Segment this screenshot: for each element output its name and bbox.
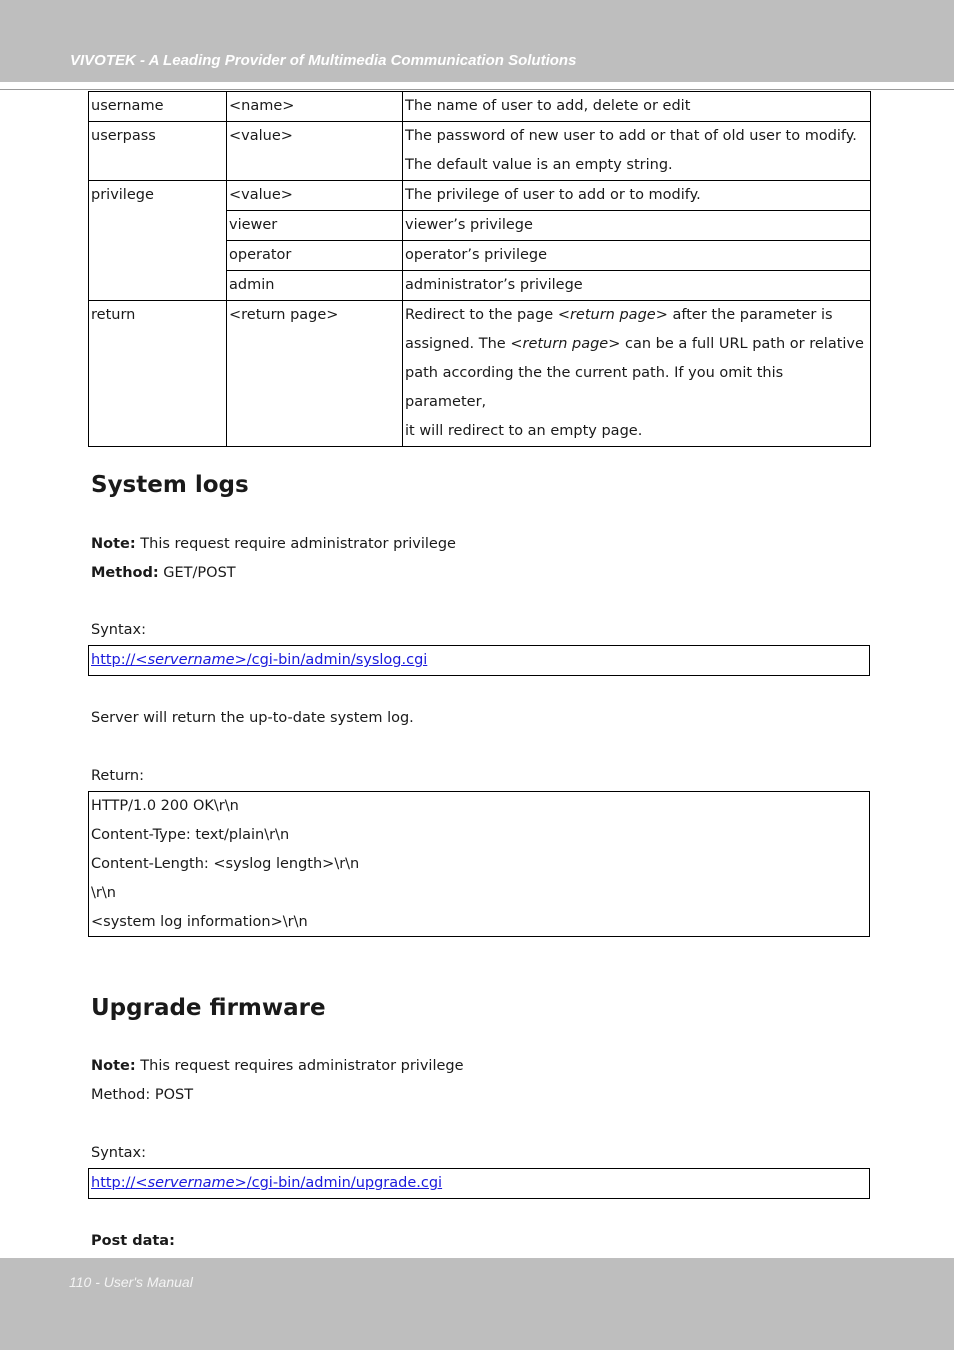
- post-data-label: Post data:: [91, 1233, 175, 1249]
- param-description: The name of user to add, delete or edit: [403, 92, 871, 122]
- param-name: username: [89, 92, 227, 122]
- system-logs-return-box: [88, 791, 870, 937]
- param-description: [403, 122, 871, 181]
- system-logs-syntax-label: Syntax:: [91, 622, 147, 638]
- description-line: Redirect to the page <return page> after the parameter is: [405, 307, 833, 323]
- table-row: [89, 122, 871, 181]
- description-line: assigned. The <return page> can be a full URL path or relative: [405, 336, 864, 352]
- table-row: [89, 181, 871, 211]
- system-logs-note: Note: This request require administrator privilege: [91, 536, 456, 552]
- description-line: The password of new user to add or that of old user to modify.: [405, 128, 857, 144]
- return-line: <system log information>\r\n: [91, 914, 308, 930]
- page-footer: [0, 1258, 954, 1350]
- return-line: Content-Length: <syslog length>\r\n: [91, 856, 360, 872]
- system-logs-syntax-box: [88, 645, 870, 676]
- return-line: HTTP/1.0 200 OK\r\n: [91, 798, 239, 814]
- param-description: The privilege of user to add or to modify.: [403, 181, 871, 211]
- upgrade-syntax-box: [88, 1168, 870, 1199]
- param-name: privilege: [89, 181, 227, 301]
- parameter-table: [88, 91, 871, 447]
- system-logs-return-label: Return:: [91, 768, 145, 784]
- description-line: path according the the current path. If you omit this parameter,: [405, 365, 784, 410]
- system-logs-method: Method: GET/POST: [91, 565, 236, 581]
- return-line: \r\n: [91, 885, 116, 901]
- footer-page-label: 110 - User's Manual: [69, 1274, 193, 1290]
- param-description: viewer’s privilege: [403, 211, 871, 241]
- param-description: [403, 301, 871, 447]
- header-title: VIVOTEK - A Leading Provider of Multimedia Communication Solutions: [70, 52, 577, 69]
- param-description: administrator’s privilege: [403, 271, 871, 301]
- param-value: admin: [227, 271, 403, 301]
- param-description: operator’s privilege: [403, 241, 871, 271]
- return-line: Content-Type: text/plain\r\n: [91, 827, 290, 843]
- system-logs-description: Server will return the up-to-date system log.: [91, 710, 414, 726]
- param-name: return: [89, 301, 227, 447]
- upgrade-url-link[interactable]: http://<servername>/cgi-bin/admin/upgrade.cgi: [91, 1175, 443, 1191]
- syslog-url-link[interactable]: http://<servername>/cgi-bin/admin/syslog.cgi: [91, 652, 428, 668]
- table-row: [89, 92, 871, 122]
- param-value: <name>: [227, 92, 403, 122]
- page-header: [0, 0, 954, 82]
- section-heading-upgrade-firmware: Upgrade firmware: [91, 995, 326, 1021]
- upgrade-syntax-label: Syntax:: [91, 1145, 147, 1161]
- param-value: <value>: [227, 122, 403, 181]
- param-value: <return page>: [227, 301, 403, 447]
- param-value: viewer: [227, 211, 403, 241]
- section-heading-system-logs: System logs: [91, 472, 249, 498]
- param-value: operator: [227, 241, 403, 271]
- header-divider: [0, 89, 954, 90]
- description-line: it will redirect to an empty page.: [405, 423, 643, 439]
- upgrade-method: Method: POST: [91, 1087, 194, 1103]
- description-line: The default value is an empty string.: [405, 157, 673, 173]
- upgrade-note: Note: This request requires administrator privilege: [91, 1058, 464, 1074]
- param-name: userpass: [89, 122, 227, 181]
- param-value: <value>: [227, 181, 403, 211]
- table-row: [89, 301, 871, 447]
